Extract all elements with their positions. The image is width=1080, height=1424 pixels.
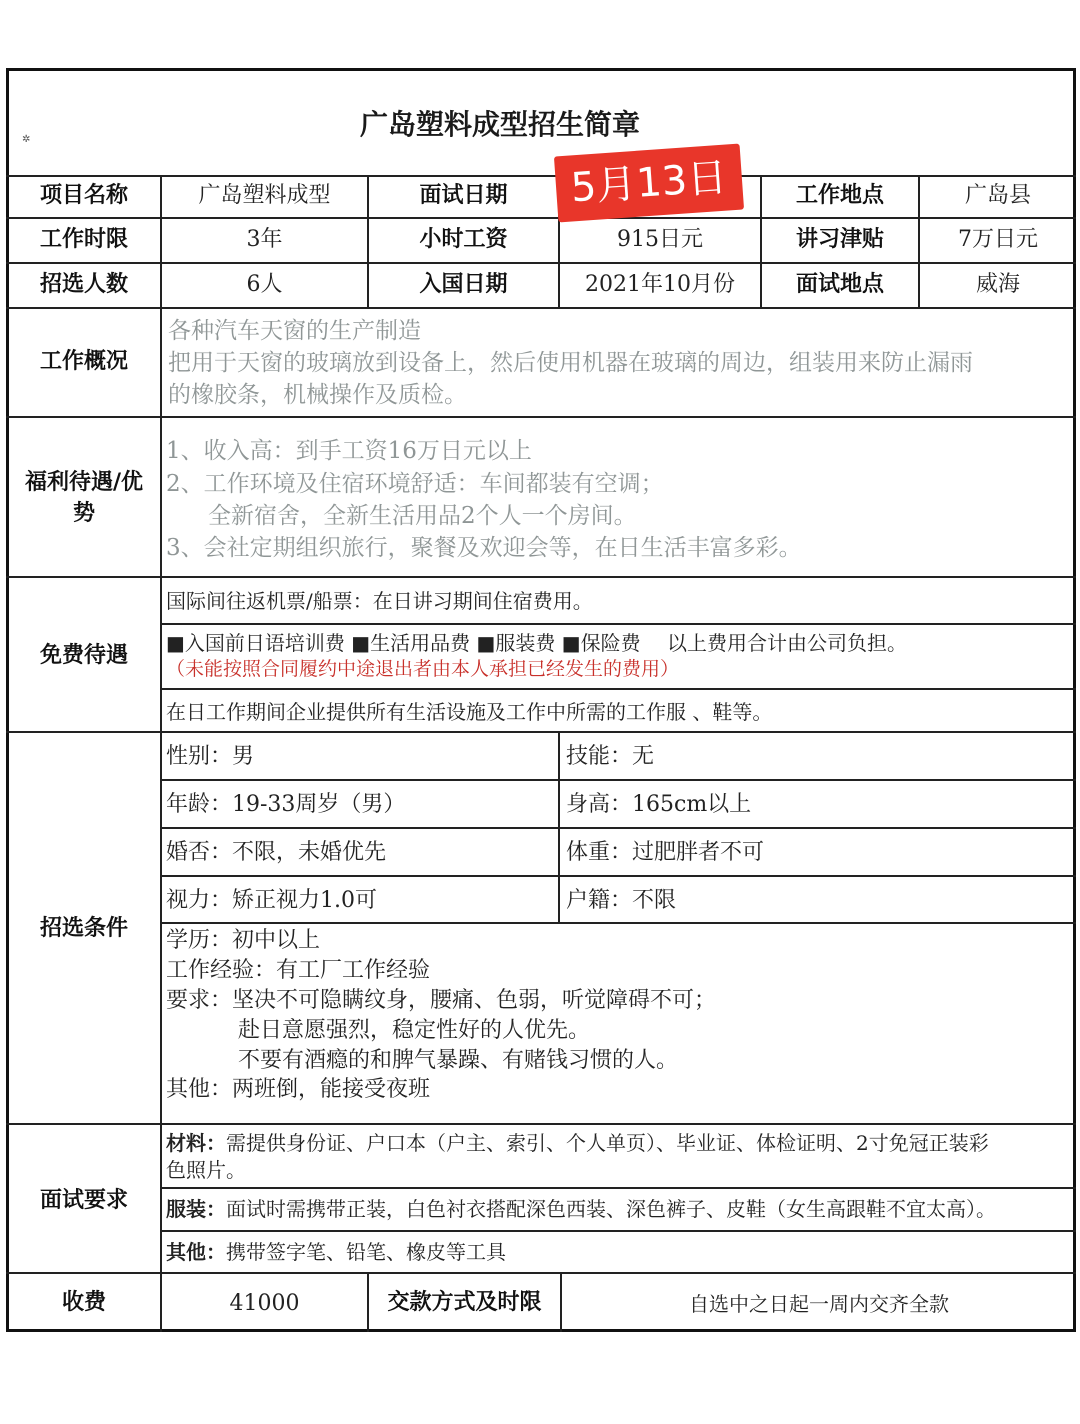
rule — [6, 731, 1076, 733]
condition-requirements-cont: 不要有酒瘾的和脾气暴躁、有赌钱习惯的人。 — [238, 1048, 679, 1073]
label-benefits-cont: 势 — [72, 501, 95, 526]
label-payment-method: 交款方式及时限 — [387, 1290, 542, 1315]
rule — [6, 307, 1076, 309]
rule — [6, 175, 1076, 177]
value-headcount: 6人 — [246, 272, 283, 297]
condition-other: 其他：两班倒，能接受夜班 — [166, 1077, 431, 1102]
rule — [162, 688, 1076, 690]
benefit-line: 3、会社定期组织旅行，聚餐及欢迎会等，在日生活丰富多彩。 — [166, 535, 802, 561]
label-work-term: 工作时限 — [39, 227, 128, 252]
dress-text: 面试时需携带正装，白色衬衣搭配深色西装、深色裤子、皮鞋（女生高跟鞋不宜太高）。 — [226, 1197, 996, 1221]
condition-marital: 婚否：不限，未婚优先 — [166, 840, 387, 865]
label-training-allowance: 讲习津贴 — [795, 227, 884, 252]
stray-mark-icon: ✲ — [22, 134, 31, 145]
rule — [162, 827, 1076, 829]
dress-key: 服装： — [166, 1197, 226, 1221]
value-work-location: 广岛县 — [964, 183, 1031, 208]
label-headcount: 招选人数 — [39, 272, 128, 297]
condition-age: 年龄：19-33周岁（男） — [166, 792, 406, 817]
other-text: 携带签字笔、铅笔、橡皮等工具 — [226, 1240, 506, 1264]
label-interview-requirements: 面试要求 — [39, 1188, 128, 1213]
label-conditions: 招选条件 — [39, 916, 128, 941]
value-work-term: 3年 — [246, 227, 283, 252]
rule — [160, 175, 162, 1332]
label-benefits: 福利待遇/优 — [24, 470, 144, 495]
label-fee: 收费 — [61, 1290, 106, 1315]
condition-requirements-cont: 赴日意愿强烈，稳定性好的人优先。 — [238, 1018, 591, 1043]
benefit-line: 2、工作环境及住宿环境舒适：车间都装有空调； — [166, 471, 664, 497]
overview-line: 把用于天窗的玻璃放到设备上，然后使用机器在玻璃的周边，组装用来防止漏雨 — [168, 350, 973, 376]
free-line-facilities: 在日工作期间企业提供所有生活设施及工作中所需的工作服 、鞋等。 — [166, 700, 773, 724]
label-free-benefits: 免费待遇 — [39, 643, 128, 668]
rule — [6, 1272, 1076, 1274]
condition-experience: 工作经验：有工厂工作经验 — [166, 958, 431, 983]
rule — [162, 875, 1076, 877]
condition-vision: 视力：矫正视力1.0可 — [166, 888, 377, 913]
value-project-name: 广岛塑料成型 — [198, 183, 331, 208]
free-line-tickets: 国际间往返机票/船票：在日讲习期间住宿费用。 — [166, 589, 593, 613]
condition-weight: 体重：过肥胖者不可 — [566, 840, 765, 865]
label-work-location: 工作地点 — [795, 183, 884, 208]
condition-skill: 技能：无 — [566, 744, 655, 769]
rule — [6, 262, 1076, 264]
label-interview-location: 面试地点 — [795, 272, 884, 297]
material-key: 材料： — [166, 1131, 226, 1155]
value-hourly-wage: 915日元 — [617, 227, 703, 252]
rule — [162, 922, 1076, 924]
page-title: 广岛塑料成型招生简章 — [359, 108, 640, 141]
free-line-fees: ■入国前日语培训费 ■生活用品费 ■服装费 ■保险费 以上费用合计由公司负担。 — [166, 631, 908, 655]
other-key: 其他： — [166, 1240, 226, 1264]
condition-height: 身高：165cm以上 — [566, 792, 752, 817]
interview-date-stamp: 5月13日 — [554, 144, 744, 223]
label-hourly-wage: 小时工资 — [419, 227, 508, 252]
value-fee: 41000 — [229, 1291, 300, 1316]
label-interview-date: 面试日期 — [419, 183, 508, 208]
rule — [6, 416, 1076, 418]
benefit-line: 1、收入高：到手工资16万日元以上 — [166, 438, 532, 464]
rule — [6, 217, 1076, 219]
material-text-cont: 色照片。 — [166, 1158, 246, 1182]
rule — [162, 779, 1076, 781]
rule — [6, 1123, 1076, 1125]
rule — [558, 731, 560, 922]
value-payment-method: 自选中之日起一周内交齐全款 — [689, 1292, 949, 1316]
benefit-line: 全新宿舍，全新生活用品2个人一个房间。 — [208, 503, 637, 529]
material-text: 需提供身份证、户口本（户主、索引、个人单页）、毕业证、体检证明、2寸免冠正装彩 — [226, 1131, 989, 1155]
condition-hukou: 户籍：不限 — [566, 888, 677, 913]
rule — [162, 1230, 1076, 1232]
condition-requirements: 要求：坚决不可隐瞒纹身，腰痛、色弱，听觉障碍不可； — [166, 988, 717, 1013]
label-entry-date: 入国日期 — [419, 272, 508, 297]
condition-education: 学历：初中以上 — [166, 928, 321, 953]
rule — [6, 576, 1076, 578]
rule — [162, 623, 1076, 625]
rule — [162, 1187, 1076, 1189]
label-job-overview: 工作概况 — [39, 349, 128, 374]
free-line-note: （未能按照合同履约中途退出者由本人承担已经发生的费用） — [166, 658, 680, 680]
value-training-allowance: 7万日元 — [958, 227, 1038, 252]
value-interview-location: 威海 — [975, 272, 1020, 297]
label-project-name: 项目名称 — [39, 183, 128, 208]
condition-gender: 性别：男 — [166, 744, 255, 769]
value-entry-date: 2021年10月份 — [585, 272, 735, 297]
overview-line: 各种汽车天窗的生产制造 — [168, 318, 421, 344]
overview-line: 的橡胶条，机械操作及质检。 — [168, 382, 467, 408]
